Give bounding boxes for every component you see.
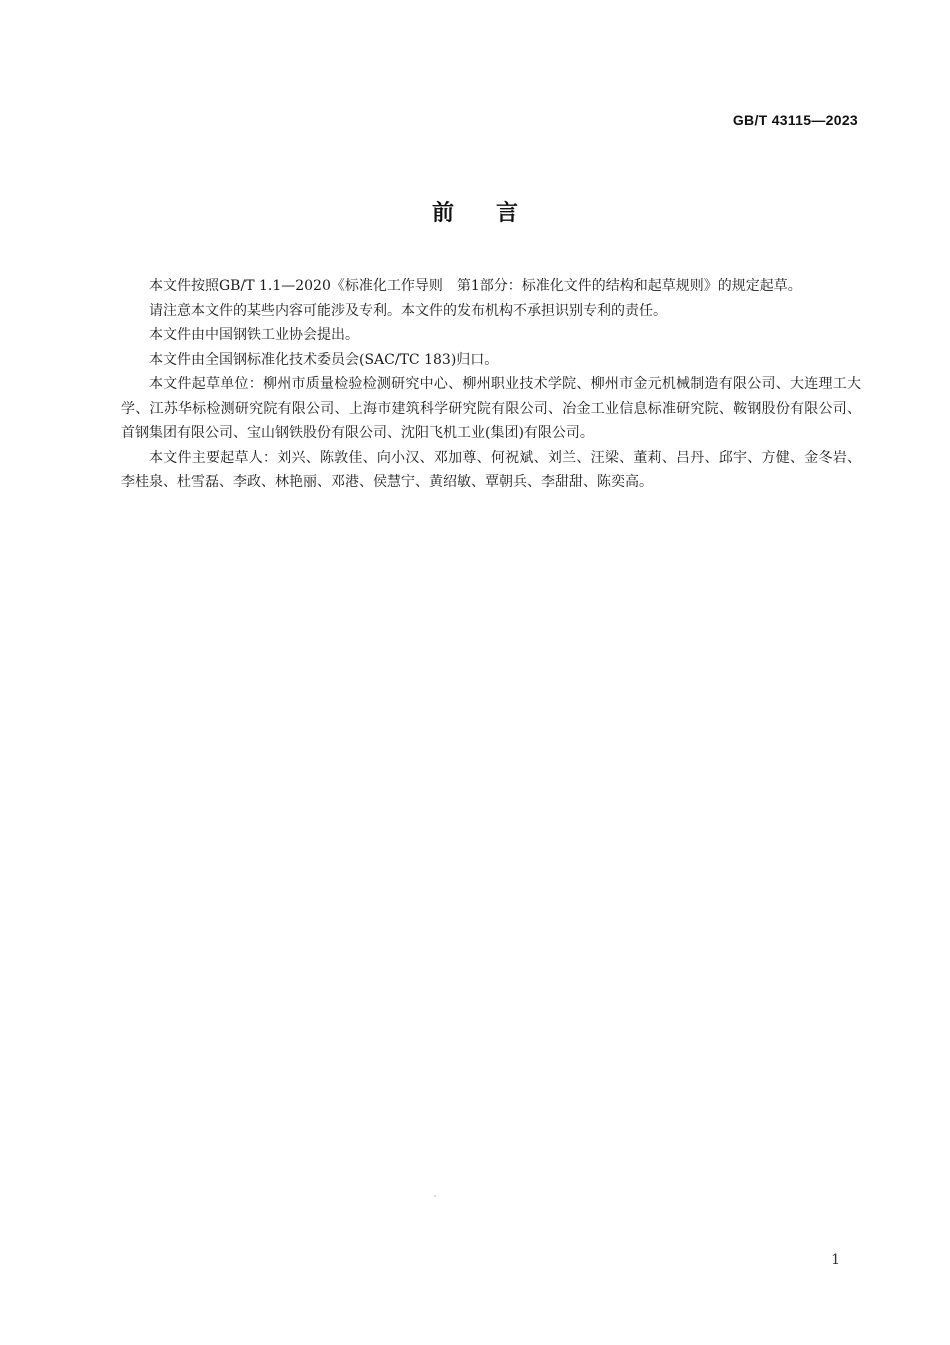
page-title: 前言 (431, 201, 560, 226)
paragraph-technical-committee: 本文件由全国钢标准化技术委员会(SAC/TC 183)归口。 (149, 351, 499, 368)
page-number: 1 (831, 1252, 840, 1268)
standard-number: GB/T 43115—2023 (732, 112, 858, 128)
paragraph-main-drafters: 本文件主要起草人：刘兴、陈敦佳、向小汉、邓加尊、何祝斌、刘兰、汪梁、董莉、吕丹、邱宇、方健、金冬岩、李桂泉、杜雪磊、李政、林艳丽、邓港、侯慧宁、黄绍敏、覃朝兵、李甜甜、陈奕高。 (121, 449, 861, 490)
paragraph-proposer: 本文件由中国钢铁工业协会提出。 (149, 327, 359, 343)
paragraph-drafting-rules: 本文件按照GB/T 1.1—2020《标准化工作导则 第1部分：标准化文件的结构和起草规则》的规定起草。 (149, 278, 802, 294)
foreword-body (121, 274, 861, 495)
paragraph-drafting-units: 本文件起草单位：柳州市质量检验检测研究中心、柳州职业技术学院、柳州市金元机械制造有限公司、大连理工大学、江苏华标检测研究院有限公司、上海市建筑科学研究院有限公司、冶金工业信息标准研究院、鞍钢股份有限公司、首钢集团有限公司、宝山钢铁股份有限公司、沈阳飞机工业(集团)有限公司。 (121, 376, 861, 441)
paragraph-patent-notice: 请注意本文件的某些内容可能涉及专利。本文件的发布机构不承担识别专利的责任。 (149, 302, 667, 319)
scan-speck (434, 1195, 436, 1197)
